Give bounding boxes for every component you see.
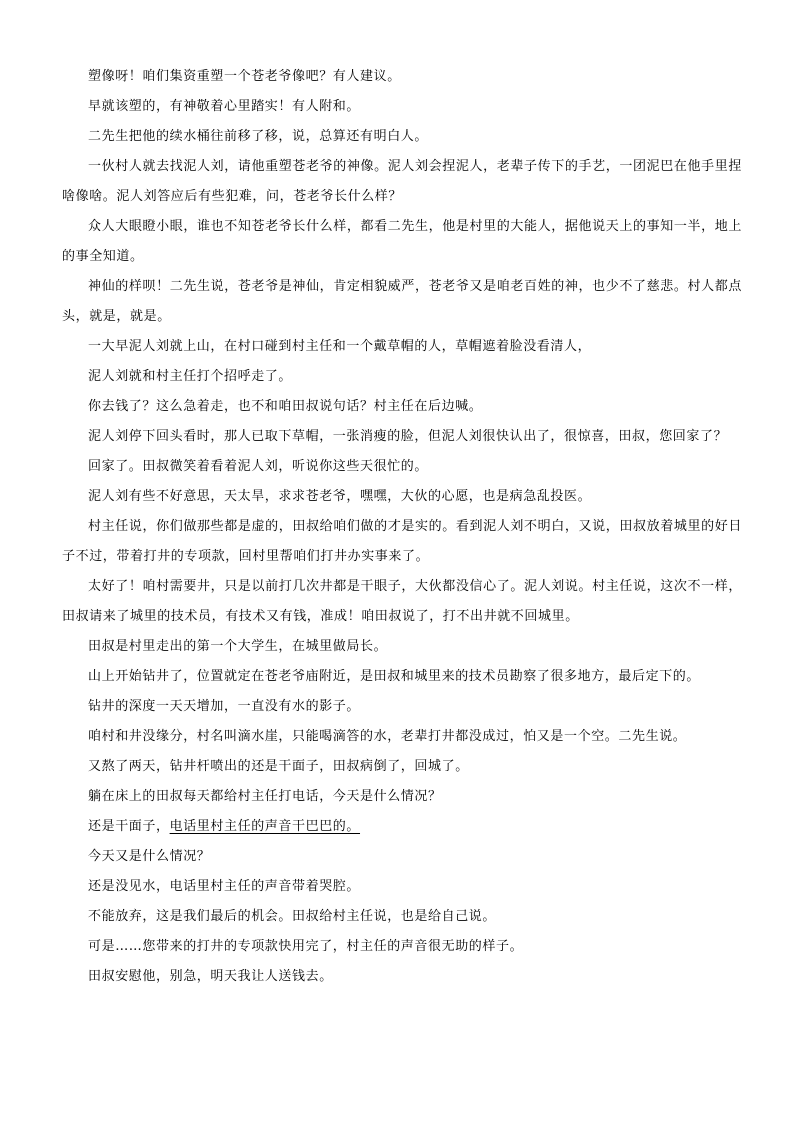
paragraph: 泥人刘就和村主任打个招呼走了。 bbox=[88, 369, 293, 384]
paragraph: 塑像呀！咱们集资重塑一个苍老爷像吧？有人建议。 bbox=[88, 69, 401, 84]
paragraph: 神仙的样呗！二先生说，苍老爷是神仙，肯定相貌威严，苍老爷又是咱老百姓的神，也少不了慈悲。村人都点头，就是，就是。 bbox=[62, 279, 742, 324]
paragraph: 一伙村人就去找泥人刘，请他重塑苍老爷的神像。泥人刘会捏泥人，老辈子传下的手艺，一团泥巴在他手里捏啥像啥。泥人刘答应后有些犯难，问，苍老爷长什么样？ bbox=[62, 159, 742, 204]
paragraph: 钻井的深度一天天增加，一直没有水的影子。 bbox=[88, 699, 361, 714]
paragraph-with-underline bbox=[62, 812, 742, 842]
paragraph: 村主任说，你们做那些都是虚的，田叔给咱们做的才是实的。看到泥人刘不明白，又说，田叔放着城里的好日子不过，带着打井的专项款，回村里帮咱们打井办实事来了。 bbox=[62, 519, 742, 564]
paragraph: 又熬了两天，钻井杆喷出的还是干面子，田叔病倒了，回城了。 bbox=[88, 759, 469, 774]
paragraph: 一大早泥人刘就上山，在村口碰到村主任和一个戴草帽的人，草帽遮着脸没看清人， bbox=[88, 339, 592, 354]
paragraph: 众人大眼瞪小眼，谁也不知苍老爷长什么样，都看二先生，他是村里的大能人，据他说天上的事知一半，地上的事全知道。 bbox=[62, 219, 742, 264]
paragraph: 田叔是村里走出的第一个大学生，在城里做局长。 bbox=[88, 639, 388, 654]
underlined-sentence: 电话里村主任的声音干巴巴的。 bbox=[169, 819, 361, 834]
paragraph: 咱村和井没缘分，村名叫滴水崖，只能喝滴答的水，老辈打井都没成过，怕又是一个空。二先生说。 bbox=[88, 729, 687, 744]
paragraph: 你去钱了？这么急着走，也不和咱田叔说句话？村主任在后边喊。 bbox=[88, 399, 483, 414]
paragraph: 躺在床上的田叔每天都给村主任打电话，今天是什么情况？ bbox=[88, 789, 442, 804]
paragraph: 早就该塑的，有神敬着心里踏实！有人附和。 bbox=[88, 99, 361, 114]
paragraph: 太好了！咱村需要井，只是以前打几次井都是干眼子，大伙都没信心了。泥人刘说。村主任说，这次不一样，田叔请来了城里的技术员，有技术又有钱，准成！咱田叔说了，打不出井就不回城里。 bbox=[62, 579, 742, 624]
paragraph: 不能放弃，这是我们最后的机会。田叔给村主任说，也是给自己说。 bbox=[88, 909, 497, 924]
paragraph: 山上开始钻井了，位置就定在苍老爷庙附近，是田叔和城里来的技术员勘察了很多地方，最后定下的。 bbox=[88, 669, 701, 684]
paragraph: 泥人刘有些不好意思，天太旱，求求苍老爷，嘿嘿，大伙的心愿，也是病急乱投医。 bbox=[88, 489, 592, 504]
paragraph: 还是没见水，电话里村主任的声音带着哭腔。 bbox=[88, 879, 361, 894]
paragraph-text: 还是干面子， bbox=[88, 819, 170, 834]
paragraph: 泥人刘停下回头看时，那人已取下草帽，一张消瘦的脸，但泥人刘很快认出了，很惊喜，田叔，您回家了？ bbox=[88, 429, 728, 444]
paragraph: 今天又是什么情况？ bbox=[88, 849, 211, 864]
paragraph: 二先生把他的续水桶往前移了移，说，总算还有明白人。 bbox=[88, 129, 429, 144]
paragraph: 可是……您带来的打井的专项款快用完了，村主任的声音很无助的样子。 bbox=[88, 939, 524, 954]
paragraph: 田叔安慰他，别急，明天我让人送钱去。 bbox=[88, 969, 333, 984]
story-text bbox=[62, 62, 742, 992]
paragraph: 回家了。田叔微笑着看着泥人刘，听说你这些天很忙的。 bbox=[88, 459, 429, 474]
